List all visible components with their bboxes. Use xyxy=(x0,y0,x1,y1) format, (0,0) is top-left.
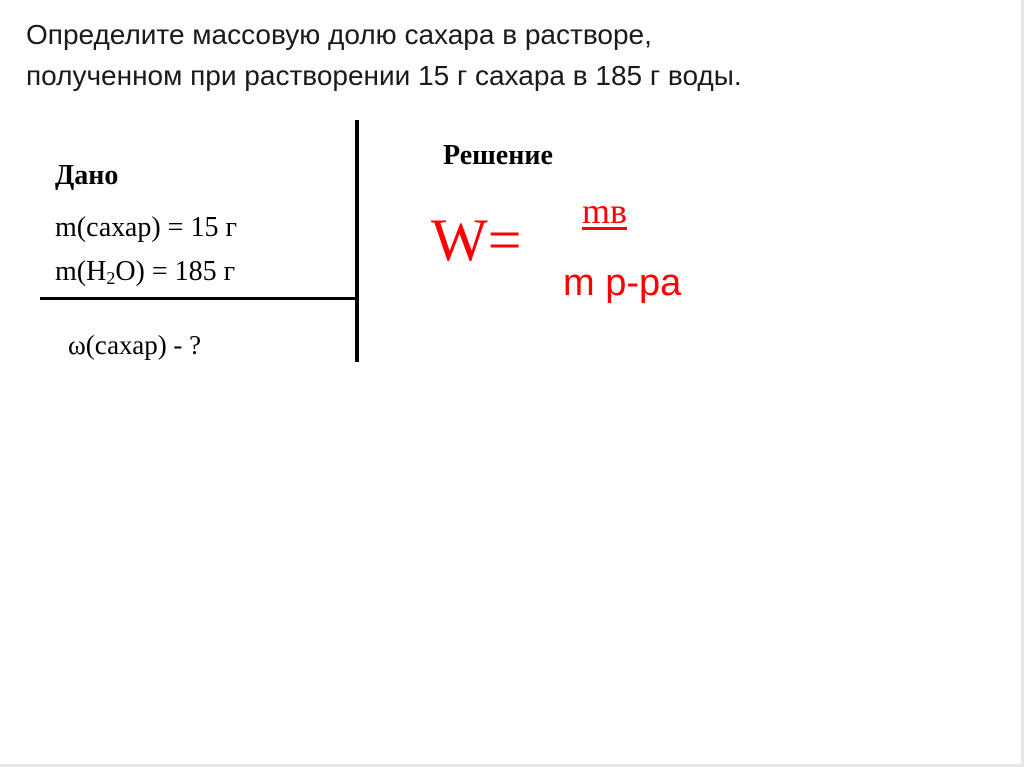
horizontal-divider xyxy=(40,297,358,300)
problem-line-1: Определите массовую долю сахара в растворе, xyxy=(26,19,652,50)
formula-numerator: mв xyxy=(582,191,627,231)
solution-title: Решение xyxy=(443,140,553,171)
find-target: ω(сахар) - ? xyxy=(68,330,202,360)
formula-denominator: m р-ра xyxy=(563,262,682,304)
given-title: Дано xyxy=(55,160,119,191)
problem-statement xyxy=(26,14,986,96)
given-water-mass-suffix: O) = 185 г xyxy=(115,256,236,287)
given-sugar-mass: m(сахар) = 15 г xyxy=(55,212,237,243)
problem-line-2: полученном при растворении 15 г сахара в 185 г воды. xyxy=(26,60,742,91)
given-water-mass-prefix: m(H xyxy=(55,256,107,287)
given-water-mass-subscript: 2 xyxy=(106,268,116,288)
given-water-mass xyxy=(55,256,235,289)
vertical-divider xyxy=(355,120,359,362)
formula-lhs: W= xyxy=(431,207,522,273)
